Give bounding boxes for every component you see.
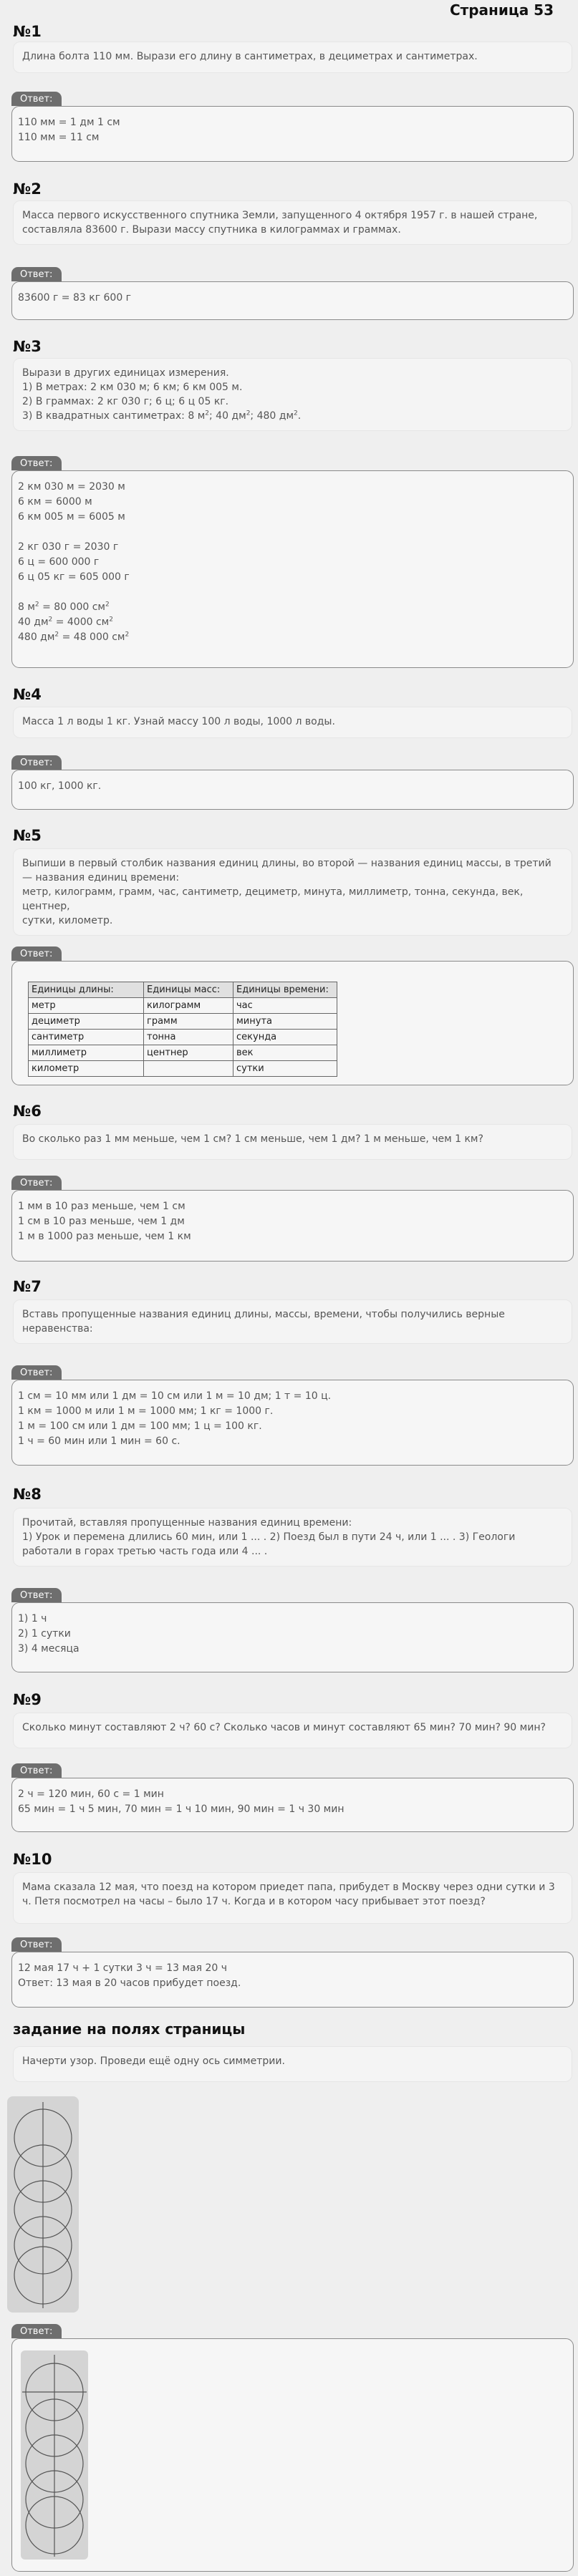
table-cell: минута <box>233 1014 337 1030</box>
task-text-line: составляла 83600 г. Вырази массу спутника в килограммах и граммах. <box>22 224 401 236</box>
task-5-answer <box>11 961 574 1085</box>
table-row <box>29 1014 337 1030</box>
task-text-line: метр, килограмм, грамм, час, сантиметр, дециметр, минута, миллиметр, тонна, секунда, век, центнер, <box>22 886 524 912</box>
answer-label: Ответ: <box>11 1176 62 1190</box>
answer-line: 2) 1 сутки <box>18 1628 71 1640</box>
task-text-line: Во сколько раз 1 мм меньше, чем 1 см? 1 см меньше, чем 1 дм? 1 м меньше, чем 1 км? <box>22 1133 483 1145</box>
answer-line: 40 $дм^2 = 4000$ $см^2$ <box>18 616 113 628</box>
answer-label: Ответ: <box>11 267 62 281</box>
task-3-text <box>13 358 572 431</box>
task-text-line: Длина болта 110 мм. Вырази его длину в сантиметрах, в дециметрах и сантиметрах. <box>22 51 478 62</box>
task-10-text <box>13 1872 572 1924</box>
margin-task-title: задание на полях страницы <box>13 2020 246 2038</box>
table-cell: центнер <box>144 1045 233 1061</box>
task-1-text <box>13 42 572 73</box>
task-text-line: Сколько минут составляют 2 ч? 60 с? Сколько часов и минут составляют 65 мин? 70 мин? 90 мин? <box>22 1722 546 1733</box>
table-cell: тонна <box>144 1030 233 1045</box>
table-cell: век <box>233 1045 337 1061</box>
task-text-line: работали в горах третью часть года или 4 ... . <box>22 1546 268 1557</box>
task-text-line: сутки, километр. <box>22 915 113 926</box>
table-row <box>29 998 337 1014</box>
task-10-answer <box>11 1952 574 2008</box>
answer-line: 12 мая 17 ч + 1 сутки 3 ч = 13 мая 20 ч <box>18 1962 228 1974</box>
answer-line: 2 ч = 120 мин, 60 с = 1 мин <box>18 1788 164 1800</box>
answer-line: Ответ: 13 мая в 20 часов прибудет поезд. <box>18 1977 241 1989</box>
task-text-line: неравенства: <box>22 1323 93 1335</box>
answer-label: Ответ: <box>11 1937 62 1952</box>
answer-line: 1 см в 10 раз меньше, чем 1 дм <box>18 1216 185 1227</box>
answer-label: Ответ: <box>11 456 62 470</box>
table-cell: секунда <box>233 1030 337 1045</box>
answer-line: 1 м = 100 см или 1 дм = 100 мм; 1 ц = 100 кг. <box>18 1420 262 1432</box>
answer-line: 6 ц 05 кг = 605 000 г <box>18 571 130 583</box>
task-7-number: №7 <box>13 1278 42 1295</box>
task-10-number: №10 <box>13 1851 52 1868</box>
table-row <box>29 1030 337 1045</box>
table-cell: дециметр <box>29 1014 144 1030</box>
task-4-text <box>13 707 572 738</box>
circles-pattern-symmetry-icon <box>21 2350 88 2560</box>
answer-line: 1) 1 ч <box>18 1613 47 1624</box>
units-table <box>28 982 337 1077</box>
task-6-number: №6 <box>13 1103 42 1120</box>
task-7-text <box>13 1299 572 1344</box>
task-4-answer <box>11 770 574 810</box>
task-8-number: №8 <box>13 1486 42 1503</box>
table-cell: миллиметр <box>29 1045 144 1061</box>
answer-label: Ответ: <box>11 946 62 961</box>
task-5-text <box>13 848 572 936</box>
answer-line: 1 ч = 60 мин или 1 мин = 60 с. <box>18 1435 180 1447</box>
task-text-line: Масса 1 л воды 1 кг. Узнай массу 100 л воды, 1000 л воды. <box>22 716 335 727</box>
margin-task-answer <box>11 2338 574 2572</box>
task-text-line: 3) В квадратных сантиметрах: 8 $м^2$; 40 $дм^2$; 480 $дм^2$. <box>22 410 302 422</box>
table-cell: сутки <box>233 1061 337 1077</box>
page-title: Страница 53 <box>449 1 554 19</box>
answer-line: 1 км = 1000 м или 1 м = 1000 мм; 1 кг = 1000 г. <box>18 1405 274 1417</box>
task-9-text <box>13 1713 572 1748</box>
table-row <box>29 1045 337 1061</box>
task-text-line: Прочитай, вставляя пропущенные названия единиц времени: <box>22 1517 352 1529</box>
answer-line: 1 м в 1000 раз меньше, чем 1 км <box>18 1231 191 1242</box>
answer-line: 480 $дм^2 = 48$ 000 $см^2$ <box>18 631 130 643</box>
table-cell <box>144 1061 233 1077</box>
answer-label: Ответ: <box>11 92 62 106</box>
answer-line: 65 мин = 1 ч 5 мин, 70 мин = 1 ч 10 мин, 90 мин = 1 ч 30 мин <box>18 1803 345 1815</box>
task-text-line: ч. Петя посмотрел на часы – было 17 ч. Когда и в котором часу прибывает этот поезд? <box>22 1896 486 1907</box>
task-text-line: Вставь пропущенные названия единиц длины, массы, времени, чтобы получились верные <box>22 1309 505 1320</box>
task-text-line: Мама сказала 12 мая, что поезд на котором приедет папа, прибудет в Москву через одни сутки и 3 <box>22 1882 555 1893</box>
table-cell: метр <box>29 998 144 1014</box>
task-3-number: №3 <box>13 338 42 355</box>
task-1-number: №1 <box>13 23 42 40</box>
task-7-answer <box>11 1380 574 1466</box>
answer-label: Ответ: <box>11 1588 62 1602</box>
pattern-image <box>7 2096 79 2313</box>
task-text-line: Масса первого искусственного спутника Земли, запущенного 4 октября 1957 г. в нашей стране, <box>22 210 538 221</box>
answer-line: 2 кг 030 г = 2030 г <box>18 541 119 553</box>
answer-label: Ответ: <box>11 2324 62 2338</box>
margin-task-text <box>13 2046 572 2082</box>
task-8-text <box>13 1508 572 1567</box>
table-cell: грамм <box>144 1014 233 1030</box>
task-6-answer <box>11 1190 574 1262</box>
table-cell: километр <box>29 1061 144 1077</box>
task-6-text <box>13 1124 572 1160</box>
answer-line: 100 кг, 1000 кг. <box>18 780 102 792</box>
table-row <box>29 1061 337 1077</box>
task-8-answer <box>11 1602 574 1672</box>
table-cell: килограмм <box>144 998 233 1014</box>
answer-line: 6 км = 6000 м <box>18 496 92 508</box>
answer-label: Ответ: <box>11 1365 62 1380</box>
answer-line: 8 $м^2 = 80$ 000 $см^2$ <box>18 601 110 613</box>
table-header: Единицы масс: <box>144 982 233 998</box>
table-header: Единицы длины: <box>29 982 144 998</box>
answer-line: 1 см = 10 мм или 1 дм = 10 см или 1 м = 10 дм; 1 т = 10 ц. <box>18 1390 332 1402</box>
task-5-number: №5 <box>13 827 42 844</box>
task-2-text <box>13 200 572 245</box>
answer-line: 6 км 005 м = 6005 м <box>18 511 125 523</box>
task-9-answer <box>11 1778 574 1832</box>
task-text-line: Начерти узор. Проведи ещё одну ось симметрии. <box>22 2056 285 2067</box>
answer-line: 110 мм = 11 см <box>18 132 100 143</box>
answer-label: Ответ: <box>11 1763 62 1778</box>
task-text-line: — названия единиц времени: <box>22 872 180 883</box>
table-header: Единицы времени: <box>233 982 337 998</box>
answer-line: 83600 г = 83 кг 600 г <box>18 292 132 304</box>
task-text-line: 2) В граммах: 2 кг 030 г; 6 ц; 6 ц 05 кг. <box>22 396 229 407</box>
answer-line: 2 км 030 м = 2030 м <box>18 481 125 493</box>
table-cell: сантиметр <box>29 1030 144 1045</box>
task-2-answer <box>11 281 574 320</box>
answer-line: 3) 4 месяца <box>18 1643 80 1655</box>
task-1-answer <box>11 106 574 162</box>
answer-line: 1 мм в 10 раз меньше, чем 1 см <box>18 1201 186 1212</box>
pattern-answer-image <box>21 2350 88 2560</box>
task-4-number: №4 <box>13 686 42 703</box>
task-text-line: 1) В метрах: 2 км 030 м; 6 км; 6 км 005 м. <box>22 382 243 393</box>
task-text-line: Вырази в других единицах измерения. <box>22 367 229 379</box>
answer-label: Ответ: <box>11 755 62 770</box>
task-text-line: 1) Урок и перемена длились 60 мин, или 1 ... . 2) Поезд был в пути 24 ч, или 1 ... . 3) Геологи <box>22 1531 516 1543</box>
answer-line: 6 ц = 600 000 г <box>18 556 100 568</box>
task-text-line: Выпиши в первый столбик названия единиц длины, во второй — названия единиц массы, в третий <box>22 858 551 869</box>
task-3-answer <box>11 470 574 668</box>
task-2-number: №2 <box>13 180 42 198</box>
answer-line: 110 мм = 1 дм 1 см <box>18 117 120 128</box>
circles-pattern-icon <box>7 2096 79 2313</box>
table-cell: час <box>233 998 337 1014</box>
task-9-number: №9 <box>13 1691 42 1708</box>
